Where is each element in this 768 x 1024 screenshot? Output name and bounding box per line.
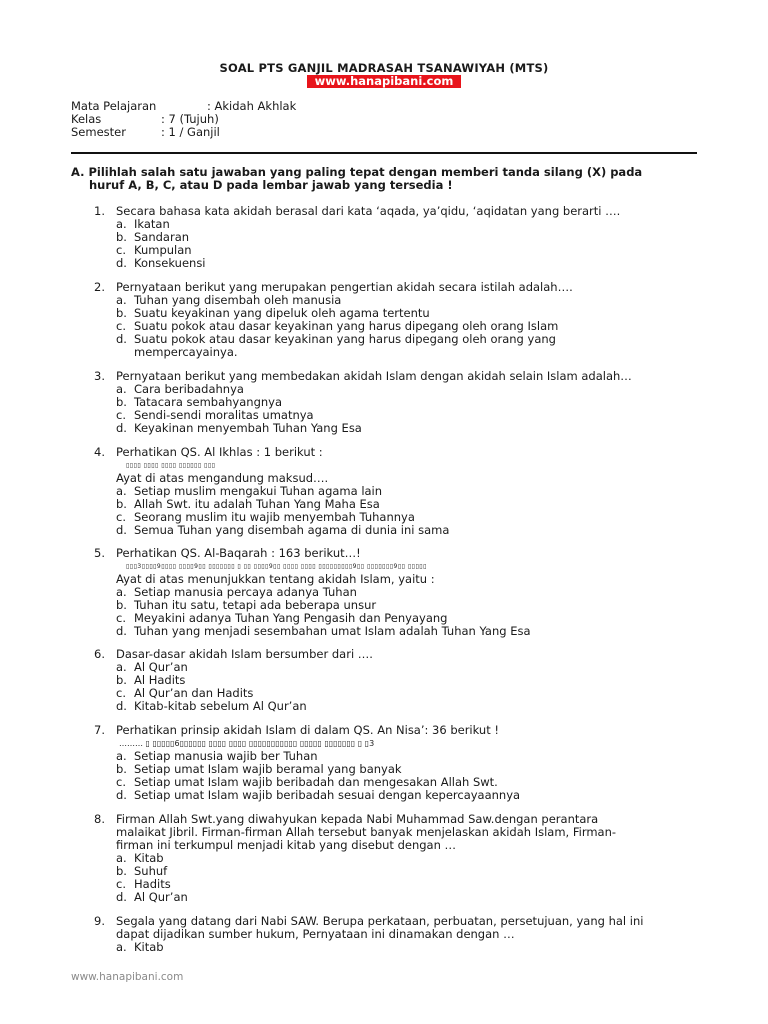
option-b[interactable]: b. Sandaran — [116, 230, 190, 244]
question-stem: Pernyataan berikut yang merupakan pengertian akidah secara istilah adalah…. — [116, 280, 573, 294]
option-a[interactable]: a. Kitab — [116, 940, 164, 954]
question-4 — [71, 446, 701, 537]
option-b[interactable]: b. Allah Swt. itu adalah Tuhan Yang Maha Esa — [116, 497, 380, 511]
question-number: 7. — [94, 723, 105, 737]
question-3 — [71, 370, 701, 435]
meta-label: Kelas — [71, 112, 102, 126]
question-stem: Secara bahasa kata akidah berasal dari kata ‘aqada, ya’qidu, ‘aqidatan yang berarti …. — [116, 204, 621, 218]
question-7 — [71, 724, 701, 802]
option-d[interactable]: d. Konsekuensi — [116, 256, 206, 270]
footer-website[interactable]: www.hanapibani.com — [71, 971, 184, 983]
question-stem: Dasar-dasar akidah Islam bersumber dari …. — [116, 647, 373, 661]
meta-value: : 7 (Tujuh) — [161, 112, 219, 126]
option-a[interactable]: a. Tuhan yang disembah oleh manusia — [116, 293, 342, 307]
arabic-verse: ▯▯▯3▯▯▯▯9▯▯▯▯ ▯▯▯▯9▯▯ ▯▯▯▯▯▯▯ ▯ ▯▯ ▯▯▯▯9▯▯ ▯▯▯▯ ▯▯▯▯ ▯▯▯▯▯▯▯▯▯9▯▯ ▯▯▯▯▯▯▯9▯▯ ▯▯▯▯▯ — [126, 563, 427, 570]
website-banner[interactable]: www.hanapibani.com — [307, 75, 461, 88]
section-instruction — [71, 166, 701, 192]
question-stem: Firman Allah Swt.yang diwahyukan kepada Nabi Muhammad Saw.dengan perantara — [116, 812, 599, 826]
instruction-line: huruf A, B, C, atau D pada lembar jawab yang tersedia ! — [89, 178, 453, 192]
meta-semester — [71, 126, 220, 139]
question-stem: dapat dijadikan sumber hukum, Pernyataan ini dinamakan dengan … — [116, 927, 515, 941]
option-d[interactable]: d. Kitab-kitab sebelum Al Qur’an — [116, 699, 307, 713]
question-stem: Perhatikan QS. Al-Baqarah : 163 berikut…! — [116, 546, 361, 560]
instruction-line: A. Pilihlah salah satu jawaban yang paling tepat dengan memberi tanda silang (X) pada — [71, 165, 643, 179]
arabic-verse: ……… ▯ ▯▯▯▯▯6▯▯▯▯▯▯ ▯▯▯▯ ▯▯▯▯ ▯▯▯▯▯▯▯▯▯▯▯ ▯▯▯▯▯ ▯▯▯▯▯▯▯ ▯ ▯3 — [119, 739, 375, 748]
question-number: 8. — [94, 812, 105, 826]
option-c[interactable]: c. Seorang muslim itu wajib menyembah Tuhannya — [116, 510, 415, 524]
option-c[interactable]: c. Sendi-sendi moralitas umatnya — [116, 408, 314, 422]
option-d[interactable]: d. Semua Tuhan yang disembah agama di dunia ini sama — [116, 523, 450, 537]
question-8 — [71, 813, 701, 904]
option-a[interactable]: a. Setiap muslim mengakui Tuhan agama lain — [116, 484, 383, 498]
question-stem: Perhatikan QS. Al Ikhlas : 1 berikut : — [116, 445, 323, 459]
option-d[interactable]: d. Setiap umat Islam wajib beribadah sesuai dengan kepercayaannya — [116, 788, 521, 802]
question-stem: malaikat Jibril. Firman-firman Allah tersebut banyak menjelaskan akidah Islam, Firman- — [116, 825, 617, 839]
option-d[interactable]: d. Al Qur’an — [116, 890, 188, 904]
question-stem: Ayat di atas menunjukkan tentang akidah Islam, yaitu : — [116, 572, 435, 586]
question-number: 6. — [94, 647, 105, 661]
option-b[interactable]: b. Setiap umat Islam wajib beramal yang banyak — [116, 762, 402, 776]
arabic-verse: ▯▯▯▯ ▯▯▯▯ ▯▯▯▯ ▯▯▯▯▯▯ ▯▯▯ — [126, 462, 216, 469]
meta-value: : Akidah Akhlak — [207, 99, 297, 113]
option-b[interactable]: b. Suatu keyakinan yang dipeluk oleh agama tertentu — [116, 306, 430, 320]
question-number: 3. — [94, 369, 105, 383]
option-d[interactable]: d. Keyakinan menyembah Tuhan Yang Esa — [116, 421, 362, 435]
question-number: 2. — [94, 280, 105, 294]
option-c[interactable]: c. Suatu pokok atau dasar keyakinan yang harus dipegang oleh orang Islam — [116, 319, 559, 333]
meta-value: : 1 / Ganjil — [161, 125, 220, 139]
question-1 — [71, 205, 701, 270]
question-9 — [71, 915, 701, 954]
question-number: 1. — [94, 204, 105, 218]
option-a[interactable]: a. Kitab — [116, 851, 164, 865]
question-6 — [71, 648, 701, 713]
question-2 — [71, 281, 701, 359]
option-b[interactable]: b. Tatacara sembahyangnya — [116, 395, 283, 409]
option-b[interactable]: b. Al Hadits — [116, 673, 186, 687]
question-stem: Perhatikan prinsip akidah Islam di dalam QS. An Nisa’: 36 berikut ! — [116, 723, 499, 737]
option-a[interactable]: a. Al Qur’an — [116, 660, 188, 674]
option-b[interactable]: b. Tuhan itu satu, tetapi ada beberapa unsur — [116, 598, 377, 612]
option-a[interactable]: a. Cara beribadahnya — [116, 382, 244, 396]
option-c[interactable]: c. Setiap umat Islam wajib beribadah dan mengesakan Allah Swt. — [116, 775, 498, 789]
meta-label: Mata Pelajaran — [71, 99, 157, 113]
option-continuation: mempercayainya. — [134, 345, 238, 359]
question-number: 4. — [94, 445, 105, 459]
question-stem: Pernyataan berikut yang membedakan akidah Islam dengan akidah selain Islam adalah… — [116, 369, 632, 383]
document-title: SOAL PTS GANJIL MADRASAH TSANAWIYAH (MTS) — [219, 61, 549, 75]
option-d[interactable]: d. Suatu pokok atau dasar keyakinan yang harus dipegang oleh orang yang — [116, 332, 556, 346]
option-c[interactable]: c. Meyakini adanya Tuhan Yang Pengasih dan Penyayang — [116, 611, 448, 625]
header-divider — [71, 152, 697, 154]
question-stem: Segala yang datang dari Nabi SAW. Berupa perkataan, perbuatan, persetujuan, yang hal ini — [116, 914, 644, 928]
question-stem: firman ini terkumpul menjadi kitab yang disebut dengan … — [116, 838, 457, 852]
option-c[interactable]: c. Kumpulan — [116, 243, 192, 257]
question-number: 9. — [94, 914, 105, 928]
option-a[interactable]: a. Setiap manusia wajib ber Tuhan — [116, 749, 318, 763]
question-stem: Ayat di atas mengandung maksud…. — [116, 471, 329, 485]
question-number: 5. — [94, 546, 105, 560]
option-b[interactable]: b. Suhuf — [116, 864, 168, 878]
question-5 — [71, 547, 701, 638]
meta-label: Semester — [71, 125, 126, 139]
option-c[interactable]: c. Al Qur’an dan Hadits — [116, 686, 254, 700]
option-d[interactable]: d. Tuhan yang menjadi sesembahan umat Islam adalah Tuhan Yang Esa — [116, 624, 531, 638]
option-a[interactable]: a. Setiap manusia percaya adanya Tuhan — [116, 585, 357, 599]
option-a[interactable]: a. Ikatan — [116, 217, 170, 231]
option-c[interactable]: c. Hadits — [116, 877, 171, 891]
